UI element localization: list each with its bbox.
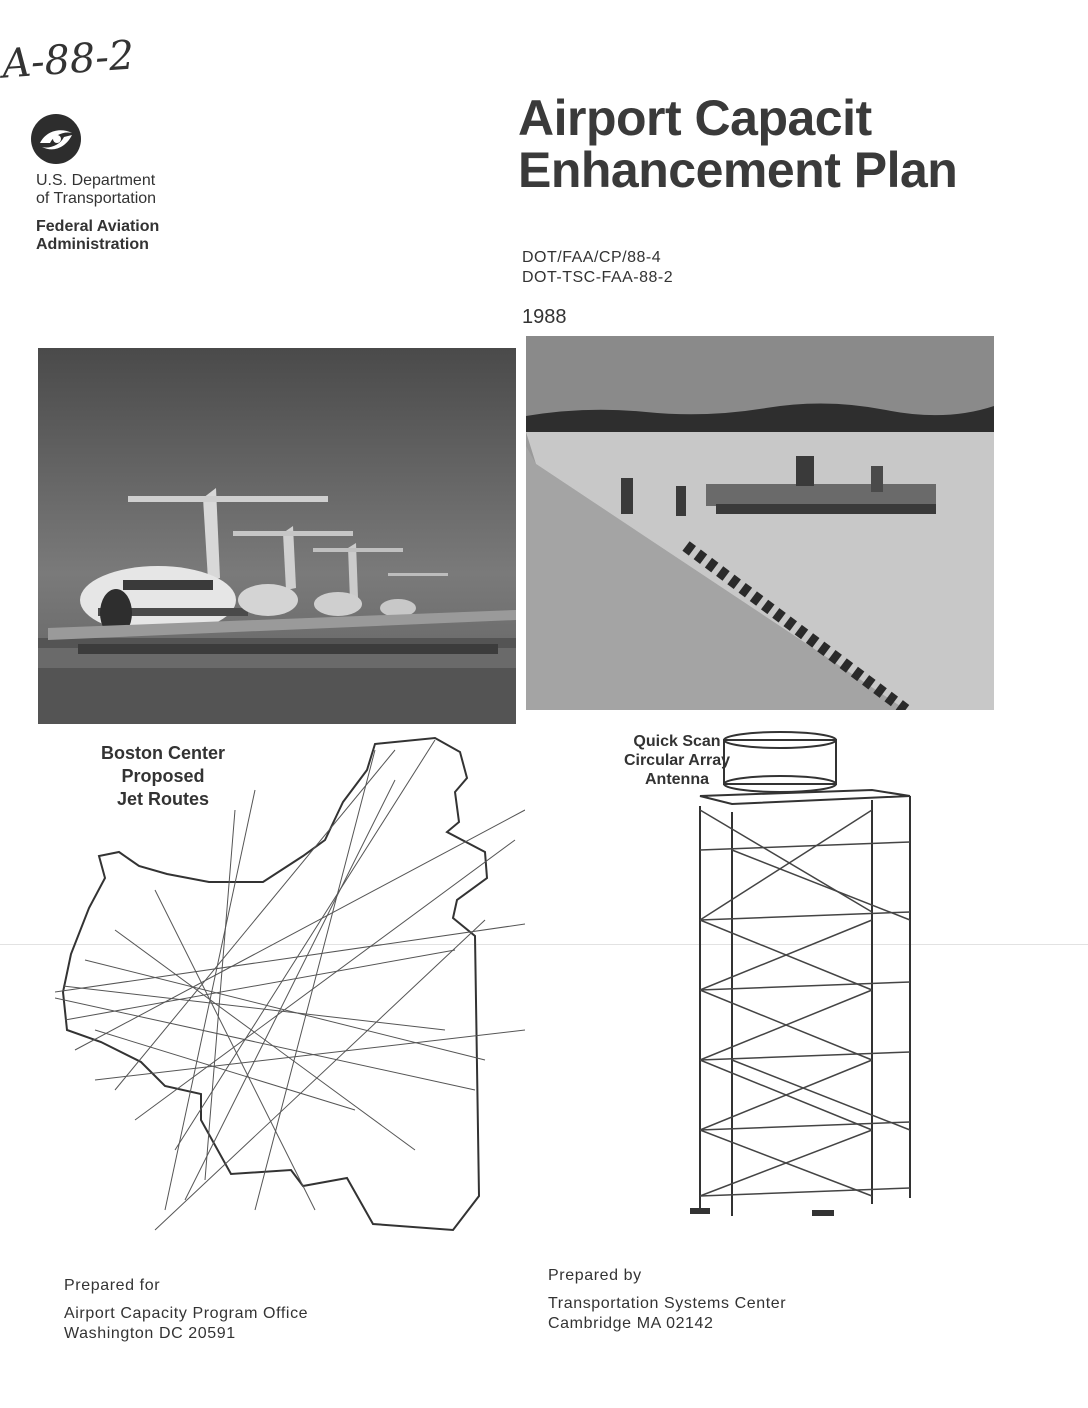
- map-caption-line3: Jet Routes: [116, 789, 210, 809]
- map-caption-line2: Proposed: [121, 766, 205, 786]
- agency-faa-line2: Administration: [36, 236, 149, 253]
- antenna-tower-drawing: [672, 730, 922, 1220]
- prepared-for-address: Washington DC 20591: [64, 1325, 236, 1342]
- prepared-by-center: Transportation Systems Center: [548, 1295, 787, 1312]
- map-caption: [88, 742, 238, 811]
- agency-block: [36, 172, 159, 254]
- document-numbers: [522, 248, 673, 288]
- report-year: 1988: [522, 306, 567, 328]
- runway-construction-photo: [526, 336, 994, 710]
- map-caption-line1: Boston Center: [100, 743, 225, 763]
- doc-number-2: DOT-TSC-FAA-88-2: [522, 269, 674, 286]
- prepared-for-label: Prepared for: [64, 1277, 161, 1294]
- prepared-for-office: Airport Capacity Program Office: [64, 1305, 309, 1322]
- antenna-caption-line2: Circular Array: [623, 752, 731, 769]
- agency-faa-line1: Federal Aviation: [36, 218, 160, 235]
- title-line1: Airport Capacit: [518, 90, 872, 146]
- antenna-caption: [606, 732, 748, 789]
- antenna-caption-line3: Antenna: [645, 771, 709, 788]
- prepared-by-address: Cambridge MA 02142: [548, 1315, 714, 1332]
- agency-transportation: of Transportation: [36, 190, 157, 207]
- prepared-by-label: Prepared by: [548, 1267, 642, 1284]
- doc-number-1: DOT/FAA/CP/88-4: [522, 249, 662, 266]
- prepared-for-block: [64, 1276, 308, 1344]
- jet-aircraft-photo: [38, 348, 516, 724]
- report-title: [518, 92, 957, 196]
- agency-department: U.S. Department: [36, 172, 156, 189]
- antenna-caption-line1: Quick Scan: [633, 733, 721, 750]
- dot-logo-icon: [30, 113, 82, 165]
- prepared-by-block: [548, 1266, 786, 1334]
- handwritten-note: A-88-2: [0, 32, 136, 88]
- title-line2: Enhancement Plan: [518, 142, 958, 198]
